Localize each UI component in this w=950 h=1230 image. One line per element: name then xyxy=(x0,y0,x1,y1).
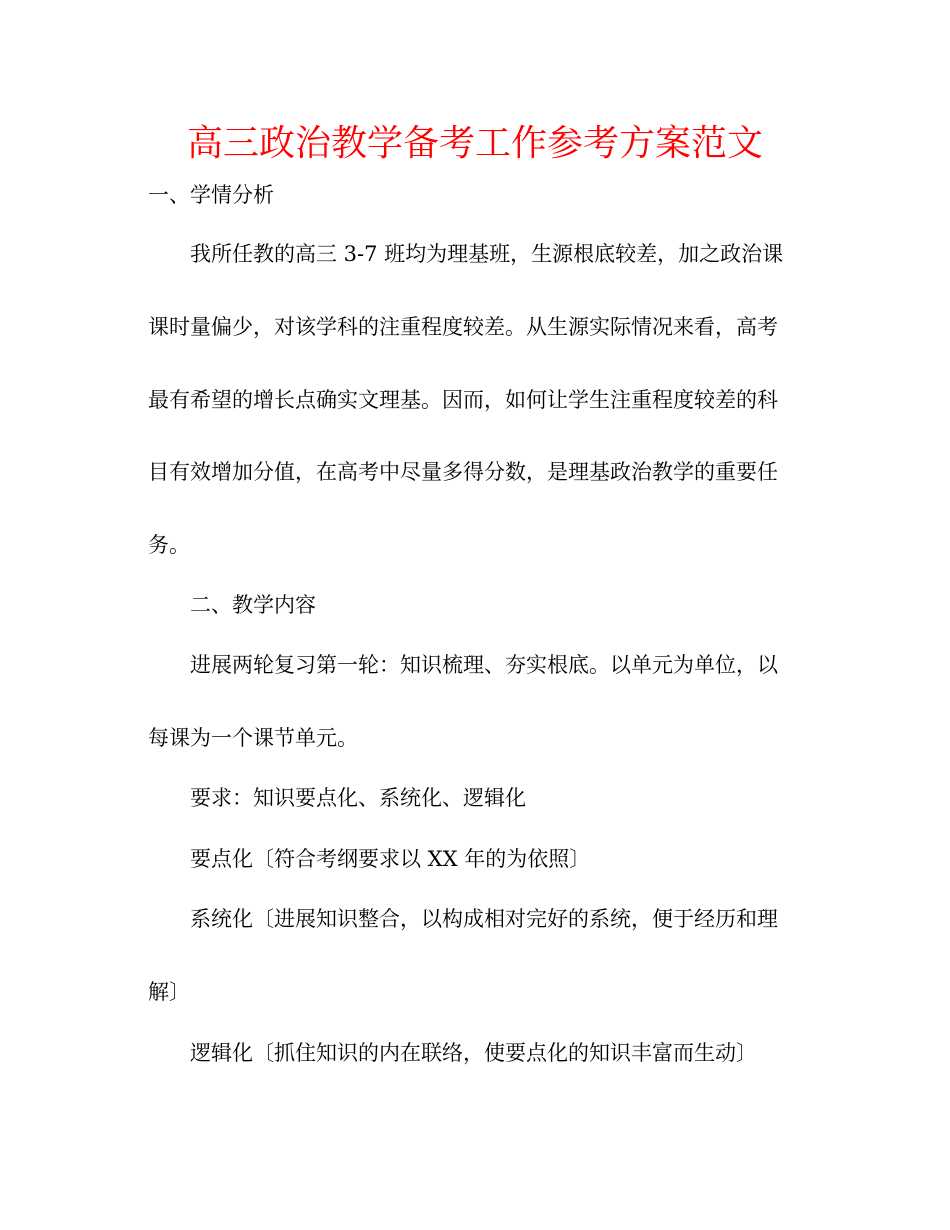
logicalization-line: 逻辑化〔抓住知识的内在联络，使要点化的知识丰富而生动〕 xyxy=(190,1041,757,1065)
systematization-line: 系统化〔进展知识整合，以构成相对完好的系统，便于经历和理 xyxy=(190,907,778,931)
key-points-line: 要点化〔符合考纲要求以 XX 年的为依照〕 xyxy=(190,847,591,871)
paragraph-line: 我所任教的高三 3-7 班均为理基班，生源根底较差，加之政治课 xyxy=(190,242,784,266)
paragraph-line: 最有希望的增长点确实文理基。因而，如何让学生注重程度较差的科 xyxy=(148,388,778,412)
section-heading-learning-analysis: 一、学情分析 xyxy=(148,183,274,207)
document-title: 高三政治教学备考工作参考方案范文 xyxy=(186,123,763,164)
requirements-line: 要求：知识要点化、系统化、逻辑化 xyxy=(190,786,526,810)
paragraph-line: 务。 xyxy=(148,533,190,557)
section-heading-teaching-content: 二、教学内容 xyxy=(190,593,316,617)
paragraph-line: 目有效增加分值，在高考中尽量多得分数，是理基政治教学的重要任 xyxy=(148,460,778,484)
paragraph-line: 进展两轮复习第一轮：知识梳理、夯实根底。以单元为单位，以 xyxy=(190,653,778,677)
paragraph-line: 课时量偏少，对该学科的注重程度较差。从生源实际情况来看，高考 xyxy=(148,315,778,339)
paragraph-line: 解〕 xyxy=(148,980,190,1004)
paragraph-line: 每课为一个课节单元。 xyxy=(148,726,358,750)
